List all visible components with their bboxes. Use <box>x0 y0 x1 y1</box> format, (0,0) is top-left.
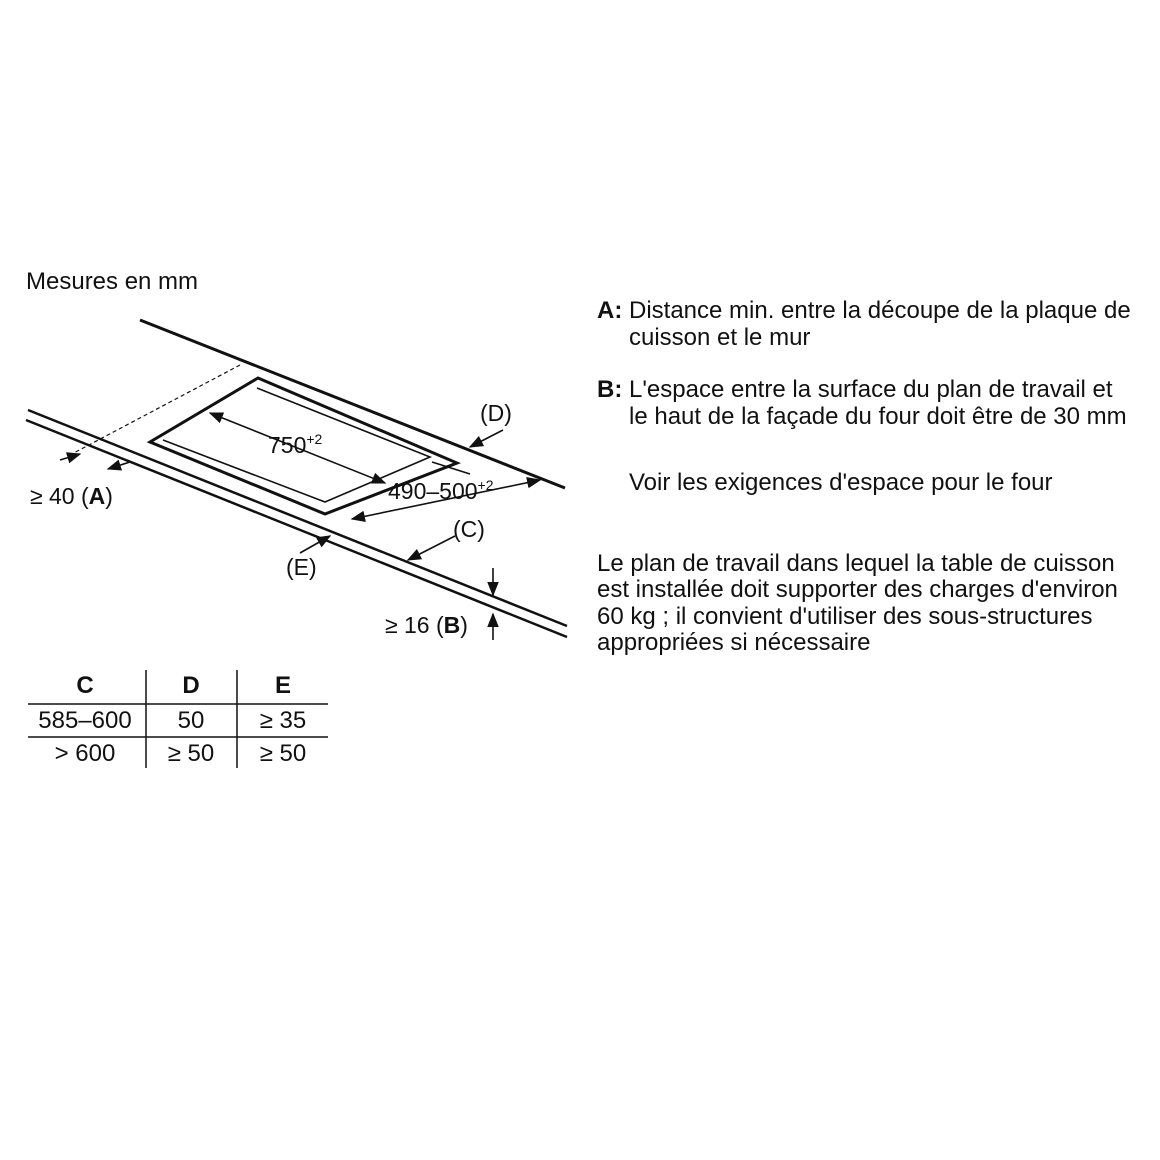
legend <box>597 298 1137 657</box>
table-cell: 50 <box>177 707 205 734</box>
load-note: Le plan de travail dans lequel la table de cuisson est installée doit supporter des charges d'environ 60 kg ; il convient d'utiliser des sous-structures appropriées si nécessaire <box>597 549 1118 656</box>
dim-length-label: $750^{+2}$ <box>268 431 323 458</box>
legend-text-b: L'espace entre la surface du plan de travail et le haut de la façade du four doit être de 30 mm <box>629 376 1127 430</box>
label-e: (E) <box>286 554 317 580</box>
dim-depth-label: $490-500^{+2}$ <box>388 477 494 504</box>
oven-note: Voir les exigences d'espace pour le four <box>629 469 1053 496</box>
table-cell: ≥ 50 <box>259 740 307 767</box>
legend-entry-b <box>597 377 1137 430</box>
label-c: (C) <box>453 516 485 542</box>
label-a: ≥ 40 (A) <box>30 483 113 509</box>
table-header-c: C <box>76 672 94 699</box>
table-cell: 585–600 <box>38 707 132 734</box>
table-cell: ≥ 35 <box>259 707 307 734</box>
label-b: ≥ 16 (B) <box>385 612 468 638</box>
dim-c-line <box>408 536 455 560</box>
table-cell: ≥ 50 <box>167 740 215 767</box>
wall-reference-dashed-line <box>70 365 240 455</box>
units-label: Mesures en mm <box>26 268 199 295</box>
legend-key-a: A: <box>597 297 623 324</box>
dim-e-arrow <box>300 536 330 553</box>
dim-a-arrow-right <box>108 462 130 469</box>
dim-d-arrow <box>470 430 503 447</box>
table-cell: > 600 <box>54 740 116 767</box>
table-header-d: D <box>182 672 200 699</box>
dimensions-table <box>28 670 328 768</box>
legend-key-b: B: <box>597 376 623 403</box>
legend-text-a: Distance min. entre la découpe de la plaque de cuisson et le mur <box>629 297 1131 351</box>
label-d: (D) <box>480 400 512 426</box>
table-header-e: E <box>274 672 292 699</box>
legend-entry-a <box>597 298 1137 351</box>
